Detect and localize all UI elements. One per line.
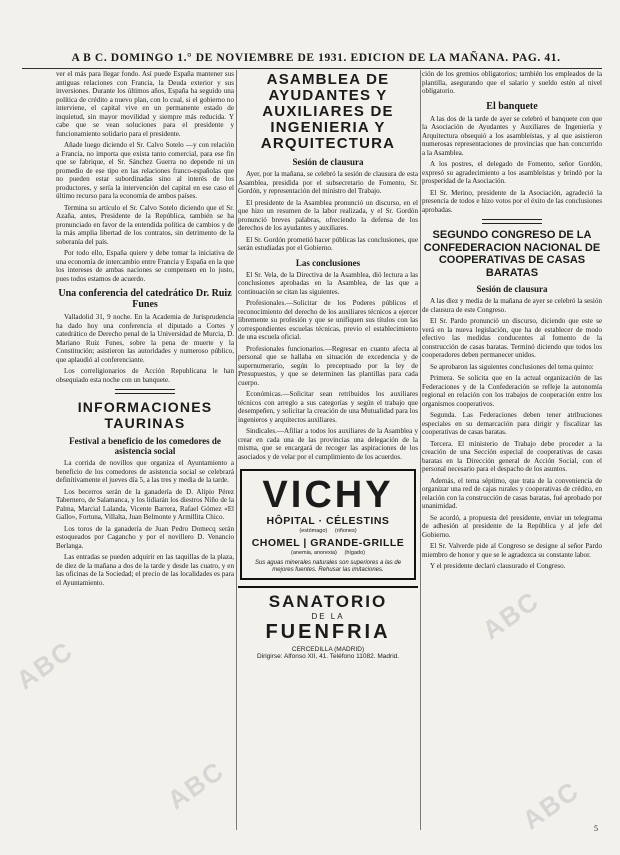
article-paragraph: A los postres, el delegado de Fomento, señor Gordón, expresó su agradecimiento a los asambleístas y brindó por la prosperidad de la Asociación. bbox=[422, 160, 602, 185]
vichy-grande-grille: GRANDE-GRILLE bbox=[310, 537, 405, 549]
vichy-subrow-1 bbox=[245, 528, 411, 534]
page-number: 5 bbox=[594, 824, 598, 833]
article-paragraph: A las dos de la tarde de ayer se celebró el banquete con que la Asociación de Ayudantes y Auxiliares de Ingeniería y Arquitectura obsequió a los asambleístas, y al que asistieron numerosas representaciones de provincias que han concurrido a la Asamblea. bbox=[422, 114, 602, 157]
vichy-logo: VICHY bbox=[262, 474, 394, 516]
article-paragraph: Y el presidente declaró clausurado el Congreso. bbox=[430, 562, 566, 570]
asamblea-headline: ASAMBLEA DE AYUDANTES Y AUXILIARES DE INGENIERIA Y ARQUITECTURA bbox=[260, 71, 396, 152]
article-paragraph: La corrida de novillos que organiza el Ayuntamiento a beneficio de los comedores de asistencia social se celebrará definitivamente el jueves día 5, a las tres y media de la tarde. bbox=[56, 459, 234, 484]
column-right bbox=[422, 70, 602, 837]
conclusions-subheading: Las conclusiones bbox=[295, 257, 361, 268]
sanatorio-de-la: DE LA bbox=[311, 612, 345, 621]
article-paragraph: ver el más para llegar fondo. Así puede España mantener sus antiguas relaciones con Francia, la Deuda exterior y sus inversiones. Durante los últimos años, España ha seguido una política de crédito a nuevo plan, con lo cual, si el gobierno no interviene, el capital vive en un permanente estado de inquietud, sin mayor movilidad y siempre más reducida. Y cabe que se vean soluciones para el presidente y funcionamiento solidario para el presidente. bbox=[56, 70, 234, 138]
article-paragraph: Además, el tema séptimo, que trata de la conveniencia de organizar una red de cajas rurales y cooperativas de crédito, en relación con la construcción de casas baratas, fué aprobado por unanimidad. bbox=[422, 476, 602, 510]
session-subheading: Sesión de clausura bbox=[476, 284, 548, 294]
sanatorio-name: FUENFRIA bbox=[265, 621, 391, 643]
page-masthead: A B C. DOMINGO 1.° DE NOVIEMBRE DE 1931. EDICION DE LA MAÑANA. PAG. 41. bbox=[71, 52, 561, 64]
article-paragraph: Las entradas se pueden adquirir en las taquillas de la plaza, de diez de la mañana a dos de la tarde y desde las cuatro, y en las oficinas de la Sociedad; el precio de las localidades es para el Ayuntamiento. bbox=[56, 553, 234, 587]
vichy-subrow-2 bbox=[245, 550, 411, 556]
vichy-celestins: CÉLESTINS bbox=[326, 515, 390, 527]
session-subheading: Sesión de clausura bbox=[292, 157, 364, 167]
vichy-hopital: HÔPITAL bbox=[266, 515, 316, 527]
column-separator bbox=[236, 70, 237, 830]
article-paragraph: El Sr. Gordón prometió hacer públicas las conclusiones, que serán estudiadas por el Gobierno. bbox=[238, 235, 418, 252]
sanatorio-title: SANATORIO bbox=[268, 592, 388, 611]
vichy-sub-2: (riñones) bbox=[334, 528, 357, 534]
article-paragraph: Los becerros serán de la ganadería de D. Alipio Pérez Tabernero, de Salamanca, y los lidiarán los diestros Niño de la Palma, Marcial Lalanda, Vicente Barrera, Rafael Gómez «El Gallo», Fortuna, Villalta, Juan Belmonte y Armillita Chico. bbox=[56, 487, 234, 521]
article-paragraph: Ayer, por la mañana, se celebró la sesión de clausura de esta Asamblea, presidida por el subsecretario de Fomento, Sr. Gordón, y representación del ministro del Trabajo. bbox=[238, 170, 418, 195]
vichy-row-1: HÔPITAL · CÉLESTINS bbox=[266, 515, 390, 527]
article-paragraph: Se aprobaron las siguientes conclusiones del tema quinto: bbox=[430, 362, 594, 371]
article-paragraph: El Sr. Valverde pide al Congreso se designe al señor Pardo miembro de honor y que se le agradezca su constante labor. bbox=[422, 542, 602, 559]
article-paragraph: Termina su artículo el Sr. Calvo Sotelo diciendo que el Sr. Azaña, antes, Presidente de la República, también se ha pronunciado en favor de la entendida política de cambios y de la más amplia libertad de los contratos, sin detrimento de la soberanía del país. bbox=[56, 203, 234, 246]
watermark: ABC bbox=[476, 584, 546, 646]
article-paragraph: Los correligionarios de Acción Republicana le han obsequiado esta noche con un banquete. bbox=[56, 367, 234, 384]
ornament-divider bbox=[115, 389, 175, 394]
article-paragraph: El Sr. Merino, presidente de la Asociación, agradeció la presencia de todos e hizo votos por el éxito de las conclusiones aprobadas. bbox=[422, 188, 602, 214]
article-paragraph: Se acordó, a propuesta del presidente, enviar un telegrama de adhesión al presidente de la República y al jefe del Gobierno. bbox=[422, 513, 602, 539]
taurinas-headline: INFORMACIONES TAURINAS bbox=[77, 399, 213, 431]
article-paragraph: Los toros de la ganadería de Juan Pedro Domecq serán estoqueados por Cagancho y por el novillero D. Venancio Berlanga. bbox=[56, 524, 234, 550]
vichy-chomel: CHOMEL bbox=[251, 537, 301, 549]
vichy-sub-3: (anemia, anorexia) bbox=[291, 550, 337, 556]
article-paragraph: Segunda. Las Federaciones deben tener atribuciones especiales en su demarcación para dirigir y fiscalizar las cooperativas de casas baratas. bbox=[422, 411, 602, 436]
festival-headline: Festival a beneficio de los comedores de asistencia social bbox=[69, 436, 221, 456]
sanatorio-location: CERCEDILLA (MADRID) bbox=[291, 646, 365, 653]
sanatorio-advertisement bbox=[238, 586, 418, 660]
column-separator bbox=[420, 70, 421, 830]
article-paragraph: Profesionales.—Solicitar de los Poderes públicos el reconocimiento del derecho de los auxiliares técnicos a ejercer libremente su profesión y que se unifiquen sus títulos con las correspondientes escuelas técnicas, previo el establecimiento de una escuela oficial. bbox=[238, 299, 418, 341]
article-paragraph: Primera. Se solicita que en la actual organización de las Federaciones y de la Confederación se refleje la autonomía regional en relación con los trabajos de cooperación entre los organismos cooperativos. bbox=[422, 374, 602, 408]
ornament-divider bbox=[482, 219, 542, 224]
conference-headline: Una conferencia del catedrático Dr. Ruiz Funes bbox=[58, 288, 232, 310]
vichy-note: Sus aguas minerales naturales son superiores a las de mejores fuentes. Rehusar las imitaciones. bbox=[254, 560, 402, 573]
vichy-sub-4: (hígado) bbox=[344, 550, 365, 556]
watermark: ABC bbox=[516, 774, 586, 836]
watermark: ABC bbox=[10, 634, 80, 696]
sanatorio-contact: Dirigirse: Alfonso XII, 41. Teléfono 11082. Madrid. bbox=[256, 653, 400, 660]
article-paragraph: El presidente de la Asamblea pronunció un discurso, en el que hizo un resumen de la labor realizada, y el Sr. Gordón pronunció breves palabras, ofreciendo la defensa de los derechos de los ayudantes y auxiliares. bbox=[238, 198, 418, 232]
vichy-advertisement bbox=[240, 469, 416, 580]
vichy-sub-1: (estómago) bbox=[299, 528, 328, 534]
article-paragraph: A las diez y media de la mañana de ayer se celebró la sesión de clausura de este Congreso. bbox=[422, 297, 602, 314]
article-paragraph: Tercera. El ministerio de Trabajo debe proceder a la creación de una Sección especial de cooperativas de casas baratas en la Dirección general de Acción Social, con el personal necesario para el despacho de los asuntos. bbox=[422, 439, 602, 473]
article-paragraph: Valladolid 31, 9 noche. En la Academia de Jurisprudencia ha dado hoy una conferencia el diputado a Cortes y catedrático de Derecho penal de la Universidad de Murcia, D. Mariano Ruiz Funes, sobre la pena de muerte y la Constitución; asistieron las autoridades y numeroso público, que aplaudió al conferenciante. bbox=[56, 313, 234, 364]
congreso-headline: SEGUNDO CONGRESO DE LA CONFEDERACION NACIONAL DE COOPERATIVAS DE CASAS BARATAS bbox=[423, 229, 601, 279]
article-paragraph: Profesionales funcionarios.—Regresar en cuanto afecta al personal que se hallaba en situación de excedencia y de supernumerario, según lo preceptuado por la ley de Presupuestos, y que se determinen las plantillas para cada cuerpo. bbox=[238, 344, 418, 387]
column-left bbox=[56, 70, 234, 837]
vichy-row-2: CHOMEL | GRANDE-GRILLE bbox=[251, 537, 405, 549]
article-paragraph: Sindicales.—Afiliar a todos los auxiliares de la Asamblea y crear en cada una de las provincias una delegación de la misma, que se encargará de recoger las aspiraciones de los asociados y de velar por el cumplimiento de los acuerdos. bbox=[238, 427, 418, 461]
article-paragraph: Económicas.—Solicitar sean retribuidos los auxiliares técnicos con arreglo a sus categorías y según el trabajo que desempeñen, y solicitar la creación de una Mutualidad para los ingenieros y arquitectos auxiliares. bbox=[238, 390, 418, 424]
article-paragraph: El Sr. Vela, de la Directiva de la Asamblea, dió lectura a las conclusiones aprobadas en la Asamblea, de las que a continuación se citan las siguientes. bbox=[238, 270, 418, 296]
watermark: ABC bbox=[161, 754, 231, 816]
article-paragraph: ción de los gremios obligatorios; también los empleados de la plantilla, asegurando que el salario y sueldo estén al nivel obligatorio. bbox=[422, 70, 602, 95]
column-middle bbox=[238, 70, 418, 837]
article-paragraph: El Sr. Pardo pronunció un discurso, diciendo que este se verá en la nueva legislación, que ha de establecer de modo efectivo las medidas conducentes al fomento de la construcción de casas baratas. Terminó diciendo que todos los cooperadores deben permanecer unidos. bbox=[422, 317, 602, 359]
masthead-rule bbox=[22, 68, 602, 69]
article-paragraph: Añade luego diciendo el Sr. Calvo Sotelo —y con relación a Francia, no importa que exista tanto comercial, para ese fin que se fabrique, el Sr. Sánchez Guerra no depende ni un promedio de ese tipo en las relaciones franco-españolas que no pueden estar subordinadas sino al interés de los productores, y sería la intervención del capital en ese caso el último recurso para la economía de ambos países. bbox=[56, 141, 234, 200]
banquete-headline: El banquete bbox=[486, 100, 538, 112]
article-paragraph: Por todo ello, España quiere y debe tomar la iniciativa de una economía de intercambio entre Francia y España en la que los intereses de ambas naciones se compensen en lo justo, pues todos estamos de acuerdo. bbox=[56, 249, 234, 283]
